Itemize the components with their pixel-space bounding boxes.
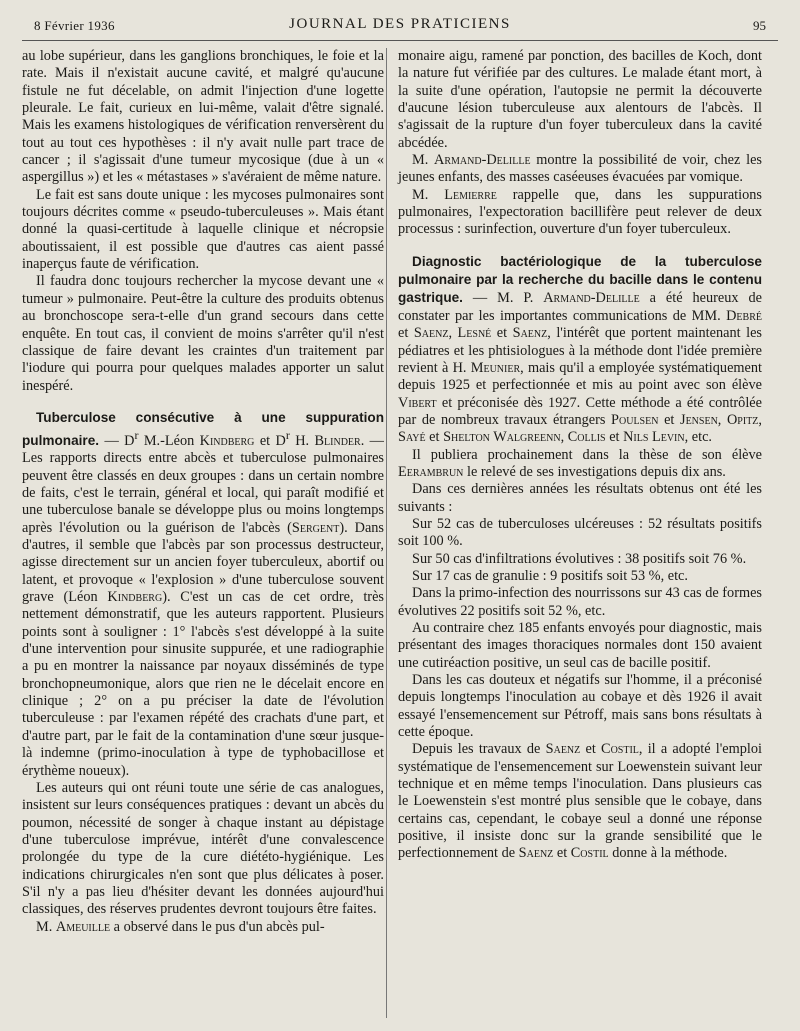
paragraph: Il faudra donc toujours rechercher la mycose devant une « tumeur » pulmonaire. Peut-être la culture des produits obtenus au bronchoscope sera-t-elle d'un grand secours dans cette enquête. En tout cas, il convient de moins s'arrêter qu'il n'est classique de faire devant les craintes d'un traitement par l'iodure qui pourra pour quelques malades apporter un salut inespéré. bbox=[22, 273, 384, 394]
cited-name: Costil bbox=[570, 845, 609, 862]
author-name: Ameuille bbox=[55, 918, 111, 935]
text-run: r bbox=[134, 428, 139, 443]
cited-name: Saenz bbox=[518, 845, 554, 862]
section-tuberculose-suppuration bbox=[22, 409, 384, 780]
text-run: a été heureux de constater par les importantes communications de MM. bbox=[398, 290, 762, 324]
text-run: montre la possibilité de voir, chez les jeunes enfants, des masses caséeuses évacuées par vomique. bbox=[398, 152, 762, 186]
text-run: et bbox=[553, 845, 571, 862]
text-run: a observé dans le pus d'un abcès pul- bbox=[110, 918, 325, 935]
paragraph bbox=[22, 919, 384, 936]
text-run: et bbox=[580, 741, 602, 758]
section-title: Diagnostic bactériologique de la tuberculose pulmonaire par la recherche du bacille dans le contenu gastrique. bbox=[398, 253, 762, 306]
paragraph bbox=[398, 152, 762, 187]
right-column bbox=[398, 48, 762, 863]
text-run: et préconisée dès 1927. Cette méthode a été contrôlée par de nombreux travaux étrangers bbox=[398, 394, 762, 428]
paragraph: Le fait est sans doute unique : les mycoses pulmonaires sont toujours décrites comme « pseudo-tuberculeuses ». Mais étant donné la quasi-certitude à laquelle clinique et nécropsie aboutissaient, il est possible que d'autres cas aient passé inaperçus faute de vérification. bbox=[22, 186, 384, 273]
running-header bbox=[34, 14, 766, 40]
author-name: Blinder bbox=[314, 432, 361, 449]
cited-name: Jensen, Opitz, Sayé bbox=[398, 411, 762, 446]
cited-name: Kindberg bbox=[107, 589, 163, 606]
author-name: Armand-Delille bbox=[434, 152, 531, 169]
text-run: H. bbox=[289, 432, 315, 449]
text-run: Depuis les travaux de bbox=[412, 741, 546, 758]
text-run: M. bbox=[36, 918, 56, 935]
text-run: M. bbox=[412, 186, 445, 203]
cited-name: Vibert bbox=[398, 394, 437, 411]
paragraph bbox=[398, 187, 762, 239]
text-run: et D bbox=[254, 432, 286, 449]
text-run: rappelle que, dans les suppurations pulmonaires, l'expectoration bacillifère peut relever de deux processus : surinfection, ouverture d'un foyer tuberculeux. bbox=[398, 186, 762, 238]
text-run: et bbox=[398, 325, 414, 342]
journal-title: JOURNAL DES PRATICIENS bbox=[289, 16, 511, 32]
paragraph: au lobe supérieur, dans les ganglions bronchiques, le foie et la rate. Mais il n'existait aucune cavité, et malgré qu'aucune fistule ne fut décelable, on admit l'injection d'une logette pleurale. Le fait, curieux en lui-même, valait d'être signalé. Mais les examens histologiques de vérification renversèrent du tout au tout ces hypothèses : il n'y avait nulle part trace de cancer ; il s'agissait d'une tumeur mycosique (due à un « aspergillus ») et les « métastases » s'avéraient de même nature. bbox=[22, 48, 384, 186]
text-run: M.-Léon bbox=[138, 432, 200, 449]
left-column bbox=[22, 48, 384, 936]
text-run: , l'intérêt que portent maintenant les pédiatres et les phtisiologues à la méthode dont l'idée première revient à H. bbox=[398, 325, 762, 376]
paragraph bbox=[398, 741, 762, 862]
cited-name: Shelton Walgreenn, Collis bbox=[443, 429, 606, 446]
author-name: Lemierre bbox=[444, 186, 497, 203]
text-run: r bbox=[285, 428, 290, 443]
text-run: Il publiera prochainement dans la thèse de son élève bbox=[412, 446, 762, 463]
paragraph: Les auteurs qui ont réuni toute une série de cas analogues, insistent sur leurs conséquences pratiques : devant un abcès du poumon, nécessité de songer à chaque instant au dépistage d'une tuberculose imprévue, intérêt d'une convalescence prolongée du type de la cure diététo-hygiénique. Les indications chirurgicales n'en sont que plus délicates à poser. S'il n'y a pas lieu d'hésiter devant les données aujourd'hui classiques, des réserves prudentes devront toujours être faites. bbox=[22, 779, 384, 918]
text-run: , il a adopté l'emploi systématique de l'ensemencement sur Loewenstein suivant leur technique et en même temps l'inoculation. Dans plusieurs cas le Loewenstein s'est montré plus sensible que le cobaye, dans certains cas, cependant, le cobaye seul a donné une réponse positive, il insiste donc sur la grande sensibilité que le perfectionnement de bbox=[398, 741, 763, 862]
text-run: . — Les rapports directs entre abcès et tuberculose pulmonaires peuvent être classés en deux groupes : dans un certain nombre de faits, c'est le terrain, général et local, qui paraît modifié et une tuberculose banale se développe plus ou moins longtemps après l'évolution ou la guérison de l'abcès ( bbox=[22, 432, 384, 536]
cited-name: Saenz, Lesné bbox=[413, 325, 492, 342]
text-run: donne à la méthode. bbox=[608, 845, 728, 862]
cited-name: Eerambrun bbox=[398, 463, 464, 480]
cited-name: Debré bbox=[726, 307, 762, 324]
text-run: ). C'est un cas de cet ordre, très nettement démonstratif, que les auteurs rapportent. Plusieurs points sont à souligner : 1° l'abcès s'est développé à la suite d'une intervention pour sinusite suppurée, et une radiographie a pu en montrer la naissance par noyaux disséminés de type bronchopneumonique, alors que rien ne le décelait encore en clinique ; 2° on a pu préciser la date de l'évolution tuberculeuse : par l'examen répété des crachats d'une part, et d'autre part, par le fait de la contamination d'une sœur jusque-là indemne (primo-inoculation à type de typhobacillose et érythème noueux). bbox=[22, 589, 384, 779]
cited-name: Meunier bbox=[470, 359, 521, 376]
column-divider bbox=[386, 48, 387, 1018]
result-line: Sur 52 cas de tuberculoses ulcéreuses : 52 résultats positifs soit 100 %. bbox=[398, 515, 762, 550]
issue-date: 8 Février 1936 bbox=[34, 18, 115, 33]
cited-name: Sergent bbox=[291, 519, 340, 536]
cited-name: Costil bbox=[601, 741, 639, 758]
text-run: et bbox=[425, 429, 444, 446]
paragraph: Au contraire chez 185 enfants envoyés pour diagnostic, mais présentant des images thoraciques normales dont 150 avaient une cutiréaction positive, un seul cas de bacille positif. bbox=[398, 620, 762, 671]
text-run: et bbox=[658, 411, 680, 428]
paragraph bbox=[398, 447, 762, 482]
cited-name: Saenz bbox=[545, 741, 581, 758]
text-run: , etc. bbox=[684, 429, 712, 446]
cited-name: Nils Levin bbox=[623, 429, 685, 446]
text-run: M. bbox=[412, 152, 435, 169]
result-line: Sur 17 cas de granulie : 9 positifs soit 53 %, etc. bbox=[412, 567, 688, 584]
paragraph: Dans la primo-infection des nourrissons sur 43 cas de formes évolutives 22 positifs soit 52 %, etc. bbox=[398, 585, 762, 619]
text-run: , mais qu'il a employée systématiquement depuis 1925 et perfectionnée et mis au point avec son élève bbox=[398, 359, 763, 394]
author-name: Kindberg bbox=[199, 432, 255, 449]
page-number: 95 bbox=[753, 18, 766, 33]
text-run: — M. P. bbox=[462, 290, 544, 307]
result-line: Sur 50 cas d'infiltrations évolutives : 38 positifs soit 76 %. bbox=[412, 550, 747, 567]
text-run: et bbox=[491, 325, 513, 342]
section-diagnostic-bacteriologique bbox=[398, 253, 762, 447]
header-rule bbox=[22, 40, 778, 41]
paragraph: Dans les cas douteux et négatifs sur l'homme, il a préconisé depuis longtemps l'inoculation au cobaye et dès 1926 il avait essayé l'ensemencement sur Pétroff, mais sans bons résultats à cette époque. bbox=[398, 672, 762, 741]
text-run: et bbox=[605, 429, 624, 446]
text-run: le relevé de ses investigations depuis dix ans. bbox=[463, 463, 726, 480]
author-name: Armand-Delille bbox=[543, 290, 640, 307]
cited-name: Saenz bbox=[512, 325, 548, 342]
paragraph: Dans ces dernières années les résultats obtenus ont été les suivants : bbox=[398, 481, 762, 515]
section-title: Tuberculose consécutive à une suppuration pulmonaire. bbox=[22, 409, 384, 448]
cited-name: Poulsen bbox=[611, 411, 659, 428]
paragraph: monaire aigu, ramené par ponction, des bacilles de Koch, dont la nature fut vérifiée par des cultures. Le malade étant mort, à la suite d'une opération, l'autopsie ne permit la découverte d'aucune lésion tuberculeuse aux alentours de l'abcès. Il s'agissait de la rupture d'un foyer tuberculeux dans la cavité abcédée. bbox=[398, 48, 762, 151]
text-run: ). Dans d'autres, il semble que l'abcès par son processus destructeur, agisse directement sur un ancien foyer tuberculeux, abortif ou latent, et provoque « l'explosion » d'une tuberculose souvent grave (Léon bbox=[22, 519, 385, 606]
text-run: — D bbox=[99, 432, 135, 449]
